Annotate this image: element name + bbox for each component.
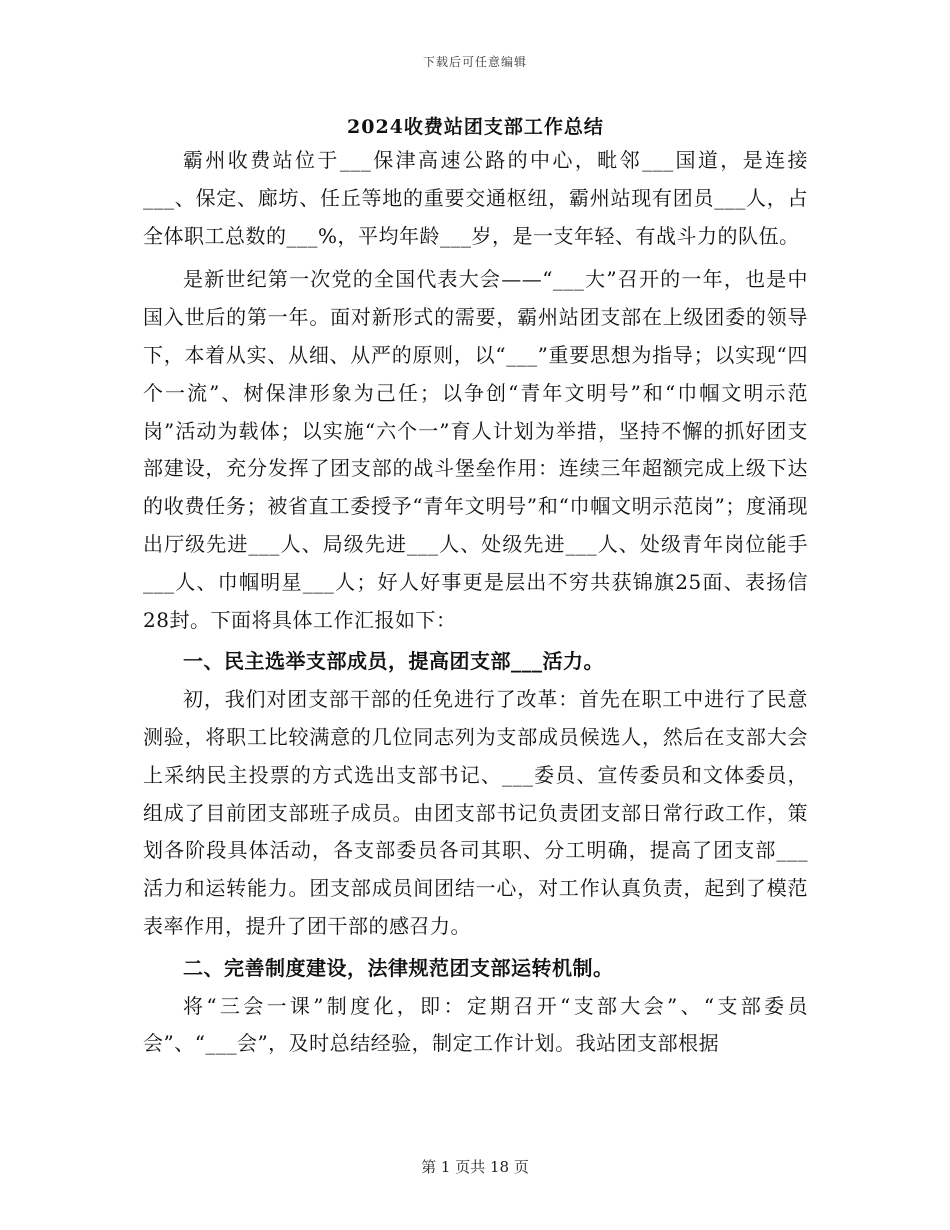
document-body: [143, 112, 808, 1063]
paragraph-intro: 霸州收费站位于___保津高速公路的中心，毗邻___国道，是连接___、保定、廊坊、任丘等地的重要交通枢纽，霸州站现有团员___人，占全体职工总数的___%，平均年龄___岁，是一支年轻、有战斗力的队伍。: [143, 148, 808, 248]
section-heading-1: 一、民主选举支部成员，提高团支部___活力。: [183, 649, 604, 674]
page-footer: 第 1 页共 18 页: [421, 1158, 529, 1176]
header-note: 下载后可任意编辑: [422, 55, 527, 69]
document-title: 2024收费站团支部工作总结: [347, 116, 604, 138]
paragraph-election: 初，我们对团支部干部的任免进行了改革：首先在职工中进行了民意测验，将职工比较满意的几位同志列为支部成员候选人，然后在支部大会上采纳民主投票的方式选出支部书记、___委员、宣传委员和文体委员，组成了目前团支部班子成员。由团支部书记负责团支部日常行政工作，策划各阶段具体活动，各支部委员各司其职、分工明确，提高了团支部___活力和运转能力。团支部成员间团结一心，对工作认真负责，起到了模范表率作用，提升了团干部的感召力。: [143, 687, 808, 938]
section-heading-2: 二、完善制度建设，法律规范团支部运转机制。: [183, 955, 614, 980]
paragraph-system: 将“三会一课”制度化，即：定期召开“支部大会”、“支部委员会”、“___会”，及时总结经验，制定工作计划。我站团支部根据: [143, 993, 808, 1056]
paragraph-overview: 是新世纪第一次党的全国代表大会——“___大”召开的一年，也是中国入世后的第一年。面对新形式的需要，霸州站团支部在上级团委的领导下，本着从实、从细、从严的原则，以“___”重要思想为指导；以实现“四个一流”、树保津形象为己任；以争创“青年文明号”和“巾帼文明示范岗”活动为载体；以实施“六个一”育人计划为举措，坚持不懈的抓好团支部建设，充分发挥了团支部的战斗堡垒作用：连续三年超额完成上级下达的收费任务；被省直工委授予“青年文明号”和“巾帼文明示范岗”；度涌现出厅级先进___人、局级先进___人、处级先进___人、处级青年岗位能手___人、巾帼明星___人；好人好事更是层出不穷共获锦旗25面、表扬信28封。下面将具体工作汇报如下：: [143, 267, 808, 632]
